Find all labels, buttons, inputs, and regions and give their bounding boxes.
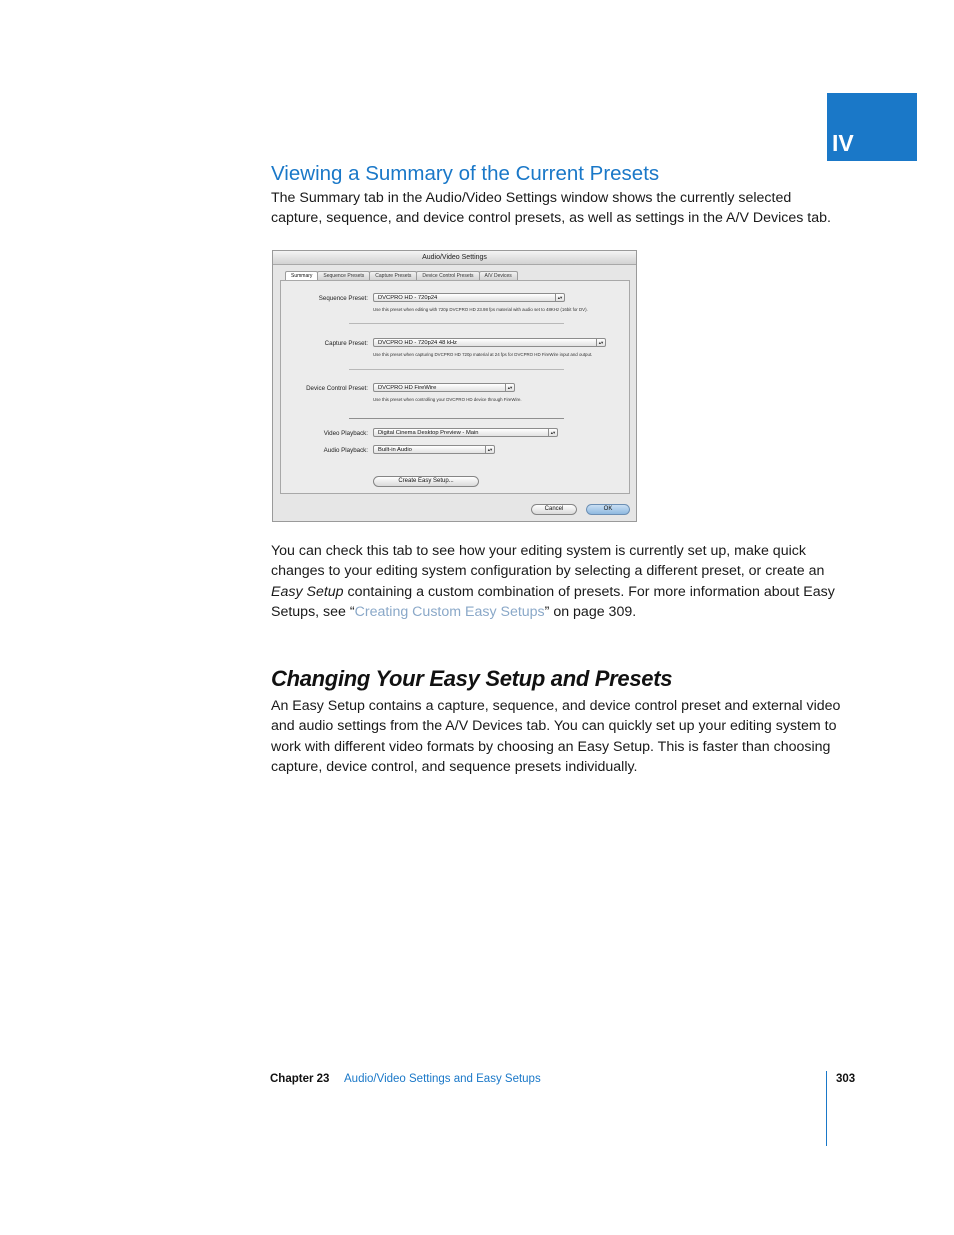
summary-paragraph <box>271 541 841 622</box>
device-control-preset-label: Device Control Preset: <box>306 385 368 392</box>
sequence-preset-value: DVCPRO HD - 720p24 <box>378 295 438 301</box>
part-tab-label: IV <box>832 130 854 156</box>
footer-chapter: Chapter 23 <box>270 1073 330 1085</box>
capture-preset-popup[interactable] <box>373 338 606 347</box>
footer-rule <box>826 1071 827 1146</box>
tab-sequence-presets[interactable]: Sequence Presets <box>317 271 370 281</box>
section2-body: An Easy Setup contains a capture, sequence, and device control preset and external video and audio settings from the A/V Devices tab. You can quickly set up your editing system to work with different video formats by choosing an Easy Setup. This is faster than choosing capture, device control, and sequence presets individually. <box>271 698 841 775</box>
capture-preset-value: DVCPRO HD - 720p24 48 kHz <box>378 340 457 346</box>
window-title: Audio/Video Settings <box>273 251 636 265</box>
video-playback-value: Digital Cinema Desktop Preview - Main <box>378 430 479 436</box>
tab-capture-presets[interactable]: Capture Presets <box>369 271 417 281</box>
device-control-preset-description: Use this preset when controlling your DVCPRO HD device through FireWire. <box>373 397 522 402</box>
device-control-preset-value: DVCPRO HD FireWire <box>378 385 437 391</box>
sequence-preset-popup[interactable] <box>373 293 565 302</box>
separator <box>349 418 564 419</box>
audio-playback-value: Built-in Audio <box>378 447 412 453</box>
audio-playback-label: Audio Playback: <box>323 447 368 454</box>
popup-arrows-icon: ▴▾ <box>548 429 557 436</box>
easy-setup-term: Easy Setup <box>271 583 344 600</box>
part-tab <box>827 93 917 161</box>
page-number: 303 <box>836 1073 856 1085</box>
audio-video-settings-window <box>272 250 637 522</box>
sequence-preset-description: Use this preset when editing with 720p DVCPRO HD 23.98 fps material with audio set to 48KHz (16bit for DV). <box>373 307 588 312</box>
popup-arrows-icon: ▴▾ <box>596 339 605 346</box>
separator <box>349 369 564 370</box>
video-playback-label: Video Playback: <box>323 430 368 437</box>
capture-preset-label: Capture Preset: <box>324 340 368 347</box>
create-easy-setup-button[interactable]: Create Easy Setup... <box>373 476 479 487</box>
paragraph-text: ” on page 309. <box>544 603 637 620</box>
section-intro: The Summary tab in the Audio/Video Settings window shows the currently selected capture, sequence, and device control presets, as well as settings in the A/V Devices tab. <box>271 190 831 227</box>
popup-arrows-icon: ▴▾ <box>555 294 564 301</box>
section-heading: Viewing a Summary of the Current Presets <box>271 162 660 185</box>
creating-custom-easy-setups-link[interactable]: Creating Custom Easy Setups <box>354 603 545 620</box>
tab-device-control-presets[interactable]: Device Control Presets <box>416 271 479 281</box>
section2-heading: Changing Your Easy Setup and Presets <box>271 666 673 691</box>
footer-chapter-title[interactable]: Audio/Video Settings and Easy Setups <box>344 1073 541 1085</box>
video-playback-popup[interactable] <box>373 428 558 437</box>
paragraph-text: containing a custom combination of presets. For more information about Easy Setups, see “ <box>271 583 835 620</box>
capture-preset-description: Use this preset when capturing DVCPRO HD 720p material at 24 fps for DVCPRO HD FireWire input and output. <box>373 352 593 357</box>
audio-playback-popup[interactable] <box>373 445 495 454</box>
tab-summary[interactable]: Summary <box>285 271 318 281</box>
paragraph-text: You can check this tab to see how your editing system is currently set up, make quick changes to your editing system configuration by selecting a different preset, or create an <box>271 543 825 580</box>
cancel-button[interactable]: Cancel <box>531 504 577 515</box>
popup-arrows-icon: ▴▾ <box>505 384 514 391</box>
tab-av-devices[interactable]: A/V Devices <box>479 271 518 281</box>
device-control-preset-popup[interactable] <box>373 383 515 392</box>
ok-button[interactable]: OK <box>586 504 630 515</box>
summary-pane <box>280 280 630 494</box>
separator <box>349 323 564 324</box>
popup-arrows-icon: ▴▾ <box>485 446 494 453</box>
sequence-preset-label: Sequence Preset: <box>318 295 368 302</box>
